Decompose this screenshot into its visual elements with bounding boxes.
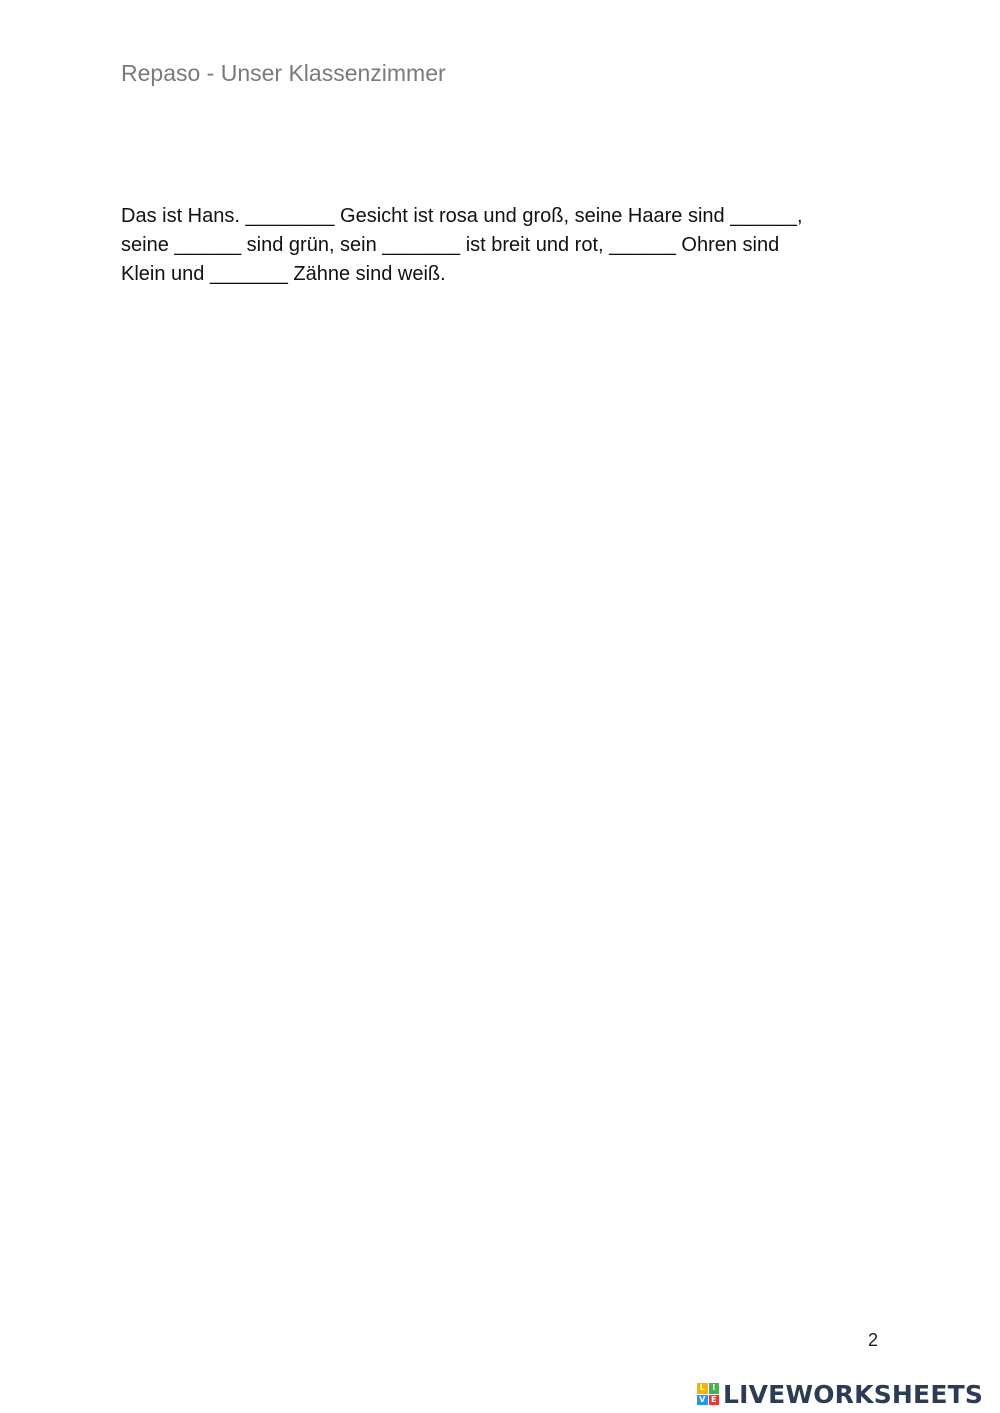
liveworksheets-logo-icon: [697, 1383, 719, 1405]
page-title: Repaso - Unser Klassenzimmer: [121, 60, 446, 86]
logo-letter-l: L: [697, 1383, 708, 1394]
page-number: 2: [867, 1330, 878, 1350]
exercise-line: Das ist Hans. ________ Gesicht ist rosa und groß, seine Haare sind ______,: [121, 205, 803, 227]
logo-letter-v: V: [697, 1395, 708, 1406]
logo-letter-i: I: [709, 1383, 720, 1394]
logo-letter-e: E: [709, 1395, 720, 1406]
exercise-line: seine ______ sind grün, sein _______ ist breit und rot, ______ Ohren sind: [121, 234, 780, 256]
exercise-line: Klein und _______ Zähne sind weiß.: [121, 263, 446, 285]
brand-name: LIVEWORKSHEETS: [723, 1379, 984, 1409]
liveworksheets-logo[interactable]: [697, 1378, 983, 1410]
fill-in-the-blank-paragraph: [121, 202, 881, 289]
